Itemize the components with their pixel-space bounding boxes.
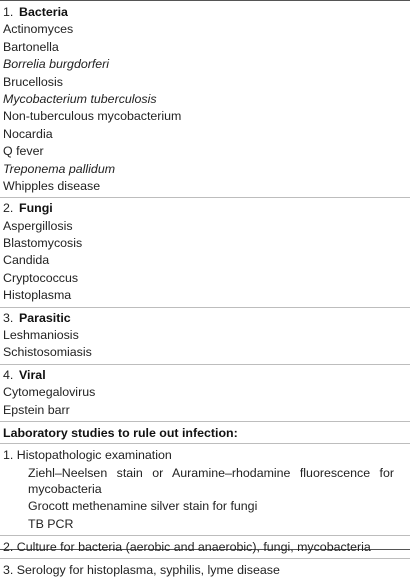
lab-subitem: TB PCR <box>28 516 74 531</box>
list-item: Borrelia burgdorferi <box>3 57 110 72</box>
lab-item-culture <box>0 535 410 558</box>
section-title: Parasitic <box>19 310 71 325</box>
lab-item-histopathology <box>0 443 410 535</box>
list-item: Mycobacterium tuberculosis <box>3 91 157 106</box>
section-fungi <box>0 197 410 306</box>
list-item: Actinomyces <box>3 22 74 37</box>
section-number: 1. <box>3 5 14 19</box>
lab-item-serology <box>0 558 410 581</box>
lab-subitem-list <box>3 464 410 533</box>
list-item: Bartonella <box>3 39 59 54</box>
list-item: Schistosomiasis <box>3 345 92 360</box>
lab-item-text: 2. Culture for bacteria (aerobic and anaerobic), fungi, mycobacteria <box>3 539 371 554</box>
list-item: Blastomycosis <box>3 236 83 251</box>
section-heading <box>3 367 410 384</box>
list-item: Brucellosis <box>3 74 63 89</box>
lab-heading: Laboratory studies to rule out infection: <box>3 425 238 440</box>
list-item: Treponema pallidum <box>3 161 116 176</box>
list-item: Epstein barr <box>3 402 70 417</box>
section-laboratory-studies <box>0 421 410 443</box>
section-heading <box>3 310 410 327</box>
list-item: Whipples disease <box>3 178 101 193</box>
section-title: Bacteria <box>19 5 68 19</box>
list-item: Cryptococcus <box>3 270 79 285</box>
section-number: 3. <box>3 310 14 325</box>
list-item: Histoplasma <box>3 288 72 303</box>
list-item: Nocardia <box>3 126 53 141</box>
list-item: Candida <box>3 253 50 268</box>
list-item: Cytomegalovirus <box>3 385 96 400</box>
lab-subitem: Ziehl–Neelsen stain or Auramine–rhodamine fluorescence for mycobacteria <box>28 465 394 496</box>
section-title: Viral <box>19 367 46 382</box>
list-item: Non-tuberculous mycobacterium <box>3 109 182 124</box>
section-heading <box>3 4 410 21</box>
list-item: Aspergillosis <box>3 218 73 233</box>
list-item: Q fever <box>3 144 44 159</box>
section-viral <box>0 364 410 421</box>
section-bacteria <box>0 1 410 197</box>
section-parasitic <box>0 307 410 364</box>
section-number: 2. <box>3 201 14 216</box>
section-number: 4. <box>3 367 14 382</box>
section-heading <box>3 200 410 217</box>
lab-item-text: 1. Histopathologic examination <box>3 447 172 462</box>
section-title: Fungi <box>19 201 53 216</box>
lab-item-text: 3. Serology for histoplasma, syphilis, lyme disease <box>3 562 280 577</box>
list-item: Leshmaniosis <box>3 328 79 343</box>
lab-subitem: Grocott methenamine silver stain for fungi <box>28 499 258 514</box>
